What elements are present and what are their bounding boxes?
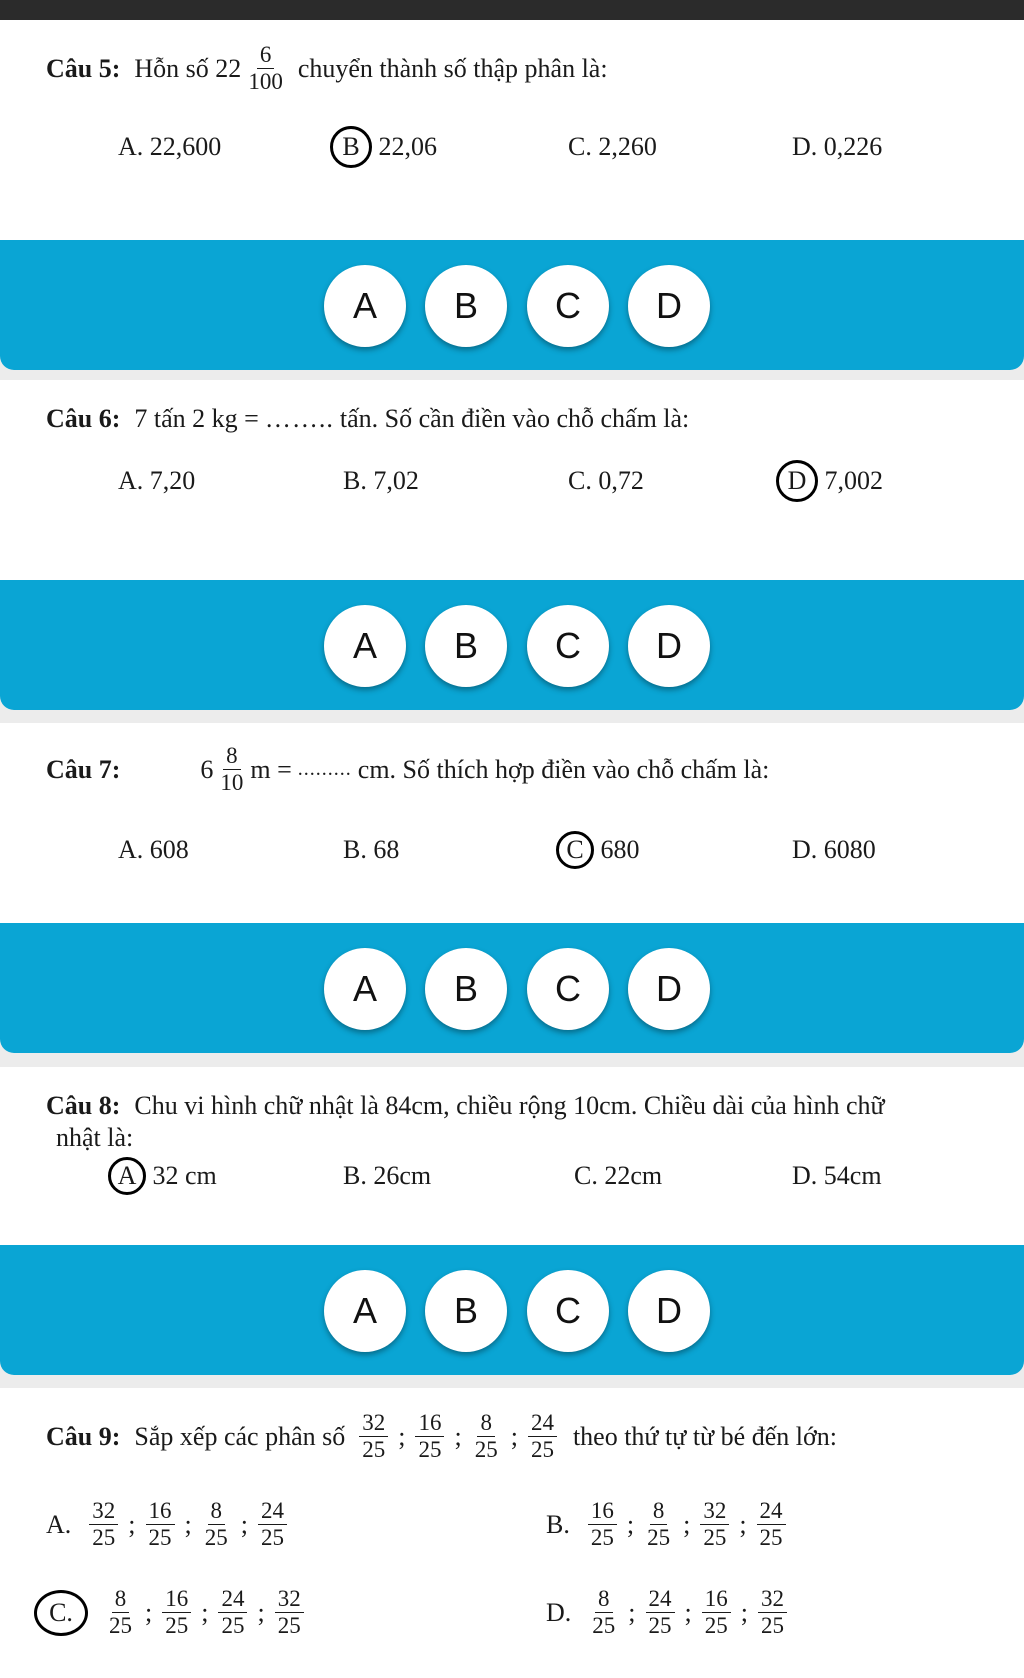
answer-button-b[interactable]: B <box>425 605 507 687</box>
fraction: $\frac{16}{25}$ <box>415 1410 444 1464</box>
q5-option-a: A. 22,600 <box>118 132 222 161</box>
fraction: $\frac{32}{25}$ <box>275 1586 304 1640</box>
answer-button-c[interactable]: C <box>527 265 609 347</box>
answer-band-q6 <box>0 580 1024 710</box>
fraction: $\frac{24}{25}$ <box>528 1410 557 1464</box>
answer-button-a[interactable]: A <box>324 948 406 1030</box>
q6-option-b: B. 7,02 <box>343 466 419 495</box>
answer-button-d[interactable]: D <box>628 948 710 1030</box>
question-9-text: Câu 9: Sắp xếp các phân số $\frac{32}{25}$ ; $\frac{16}{25}$ ; $\frac{8}{25}$ ; $\frac{24}{25}$ theo thứ tự từ bé đến lớn: <box>46 1410 837 1463</box>
question-7-text: Câu 7: 6 $\frac{8}{10}$ m = ......... cm. Số thích hợp điền vào chỗ chấm là: <box>46 743 770 796</box>
mixed-fraction: $\frac{8}{10}$ <box>220 743 244 796</box>
q5-option-c: C. 2,260 <box>568 132 657 161</box>
q9-option-a: A. $\frac{32}{25}$ ; $\frac{16}{25}$ ; $\frac{8}{25}$ ; $\frac{24}{25}$ <box>46 1498 291 1552</box>
selected-answer-circle: C. <box>34 1590 88 1636</box>
fraction: $\frac{16}{25}$ <box>162 1586 191 1640</box>
question-8-text: Câu 8: Chu vi hình chữ nhật là 84cm, chiều rộng 10cm. Chiều dài của hình chữ <box>46 1091 885 1120</box>
selected-answer-circle: C <box>556 831 594 869</box>
question-8-text-line2: nhật là: <box>56 1123 134 1152</box>
q6-option-d: D 7,002 <box>776 460 883 502</box>
selected-answer-circle: B <box>330 126 372 168</box>
q9-option-d: D. $\frac{8}{25}$ ; $\frac{24}{25}$ ; $\frac{16}{25}$ ; $\frac{32}{25}$ <box>546 1586 791 1640</box>
answer-button-d[interactable]: D <box>628 605 710 687</box>
answer-button-b[interactable]: B <box>425 948 507 1030</box>
answer-button-d[interactable]: D <box>628 265 710 347</box>
fraction: $\frac{24}{25}$ <box>757 1498 786 1552</box>
question-9-card <box>0 1388 1024 1678</box>
q8-option-a: A 32 cm <box>108 1157 217 1195</box>
fraction: $\frac{32}{25}$ <box>700 1498 729 1552</box>
answer-band-q7 <box>0 923 1024 1053</box>
fraction: $\frac{8}{25}$ <box>204 1498 228 1551</box>
answer-button-c[interactable]: C <box>527 605 609 687</box>
selected-answer-circle: A <box>108 1157 146 1195</box>
q7-option-a: A. 608 <box>118 835 189 864</box>
q9-option-c: C. $\frac{8}{25}$ ; $\frac{16}{25}$ ; $\frac{24}{25}$ ; $\frac{32}{25}$ <box>34 1586 308 1640</box>
answer-band-q5 <box>0 240 1024 370</box>
q6-option-a: A. 7,20 <box>118 466 196 495</box>
q8-option-b: B. 26cm <box>343 1161 432 1190</box>
answer-button-b[interactable]: B <box>425 1270 507 1352</box>
question-6-text: Câu 6: 7 tấn 2 kg = …….. tấn. Số cần điền vào chỗ chấm là: <box>46 404 690 433</box>
fraction: $\frac{24}{25}$ <box>218 1586 247 1640</box>
q7-option-b: B. 68 <box>343 835 400 864</box>
mixed-fraction: $\frac{6}{100}$ <box>248 42 283 95</box>
question-8-card <box>0 1067 1024 1245</box>
q8-option-c: C. 22cm <box>574 1161 663 1190</box>
fraction: $\frac{16}{25}$ <box>146 1498 175 1552</box>
fraction: $\frac{32}{25}$ <box>758 1586 787 1640</box>
fraction: $\frac{24}{25}$ <box>258 1498 287 1552</box>
q5-option-d: D. 0,226 <box>792 132 883 161</box>
answer-button-a[interactable]: A <box>324 605 406 687</box>
q9-option-b: B. $\frac{16}{25}$ ; $\frac{8}{25}$ ; $\frac{32}{25}$ ; $\frac{24}{25}$ <box>546 1498 790 1552</box>
answer-button-c[interactable]: C <box>527 1270 609 1352</box>
fraction: $\frac{8}{25}$ <box>592 1586 616 1639</box>
fraction: $\frac{32}{25}$ <box>359 1410 388 1464</box>
fraction: $\frac{8}{25}$ <box>647 1498 671 1551</box>
fraction: $\frac{8}{25}$ <box>109 1586 132 1639</box>
answer-band-q8 <box>0 1245 1024 1375</box>
question-7-card <box>0 723 1024 923</box>
answer-button-c[interactable]: C <box>527 948 609 1030</box>
q6-option-c: C. 0,72 <box>568 466 644 495</box>
fraction: $\frac{24}{25}$ <box>646 1586 675 1640</box>
question-5-card <box>0 20 1024 240</box>
answer-button-b[interactable]: B <box>425 265 507 347</box>
q5-option-b: B 22,06 <box>330 126 437 168</box>
top-bar <box>0 0 1024 20</box>
answer-button-a[interactable]: A <box>324 1270 406 1352</box>
answer-button-d[interactable]: D <box>628 1270 710 1352</box>
question-5-text: Câu 5: Hỗn số 22 $\frac{6}{100}$ chuyển thành số thập phân là: <box>46 42 608 95</box>
fraction: $\frac{32}{25}$ <box>89 1498 118 1552</box>
fraction: $\frac{16}{25}$ <box>702 1586 731 1640</box>
answer-button-a[interactable]: A <box>324 265 406 347</box>
question-6-card <box>0 380 1024 580</box>
q7-option-c: C 680 <box>556 831 640 869</box>
selected-answer-circle: D <box>776 460 818 502</box>
q8-option-d: D. 54cm <box>792 1161 882 1190</box>
fraction: $\frac{8}{25}$ <box>474 1410 498 1463</box>
q7-option-d: D. 6080 <box>792 835 876 864</box>
fraction: $\frac{16}{25}$ <box>588 1498 617 1552</box>
